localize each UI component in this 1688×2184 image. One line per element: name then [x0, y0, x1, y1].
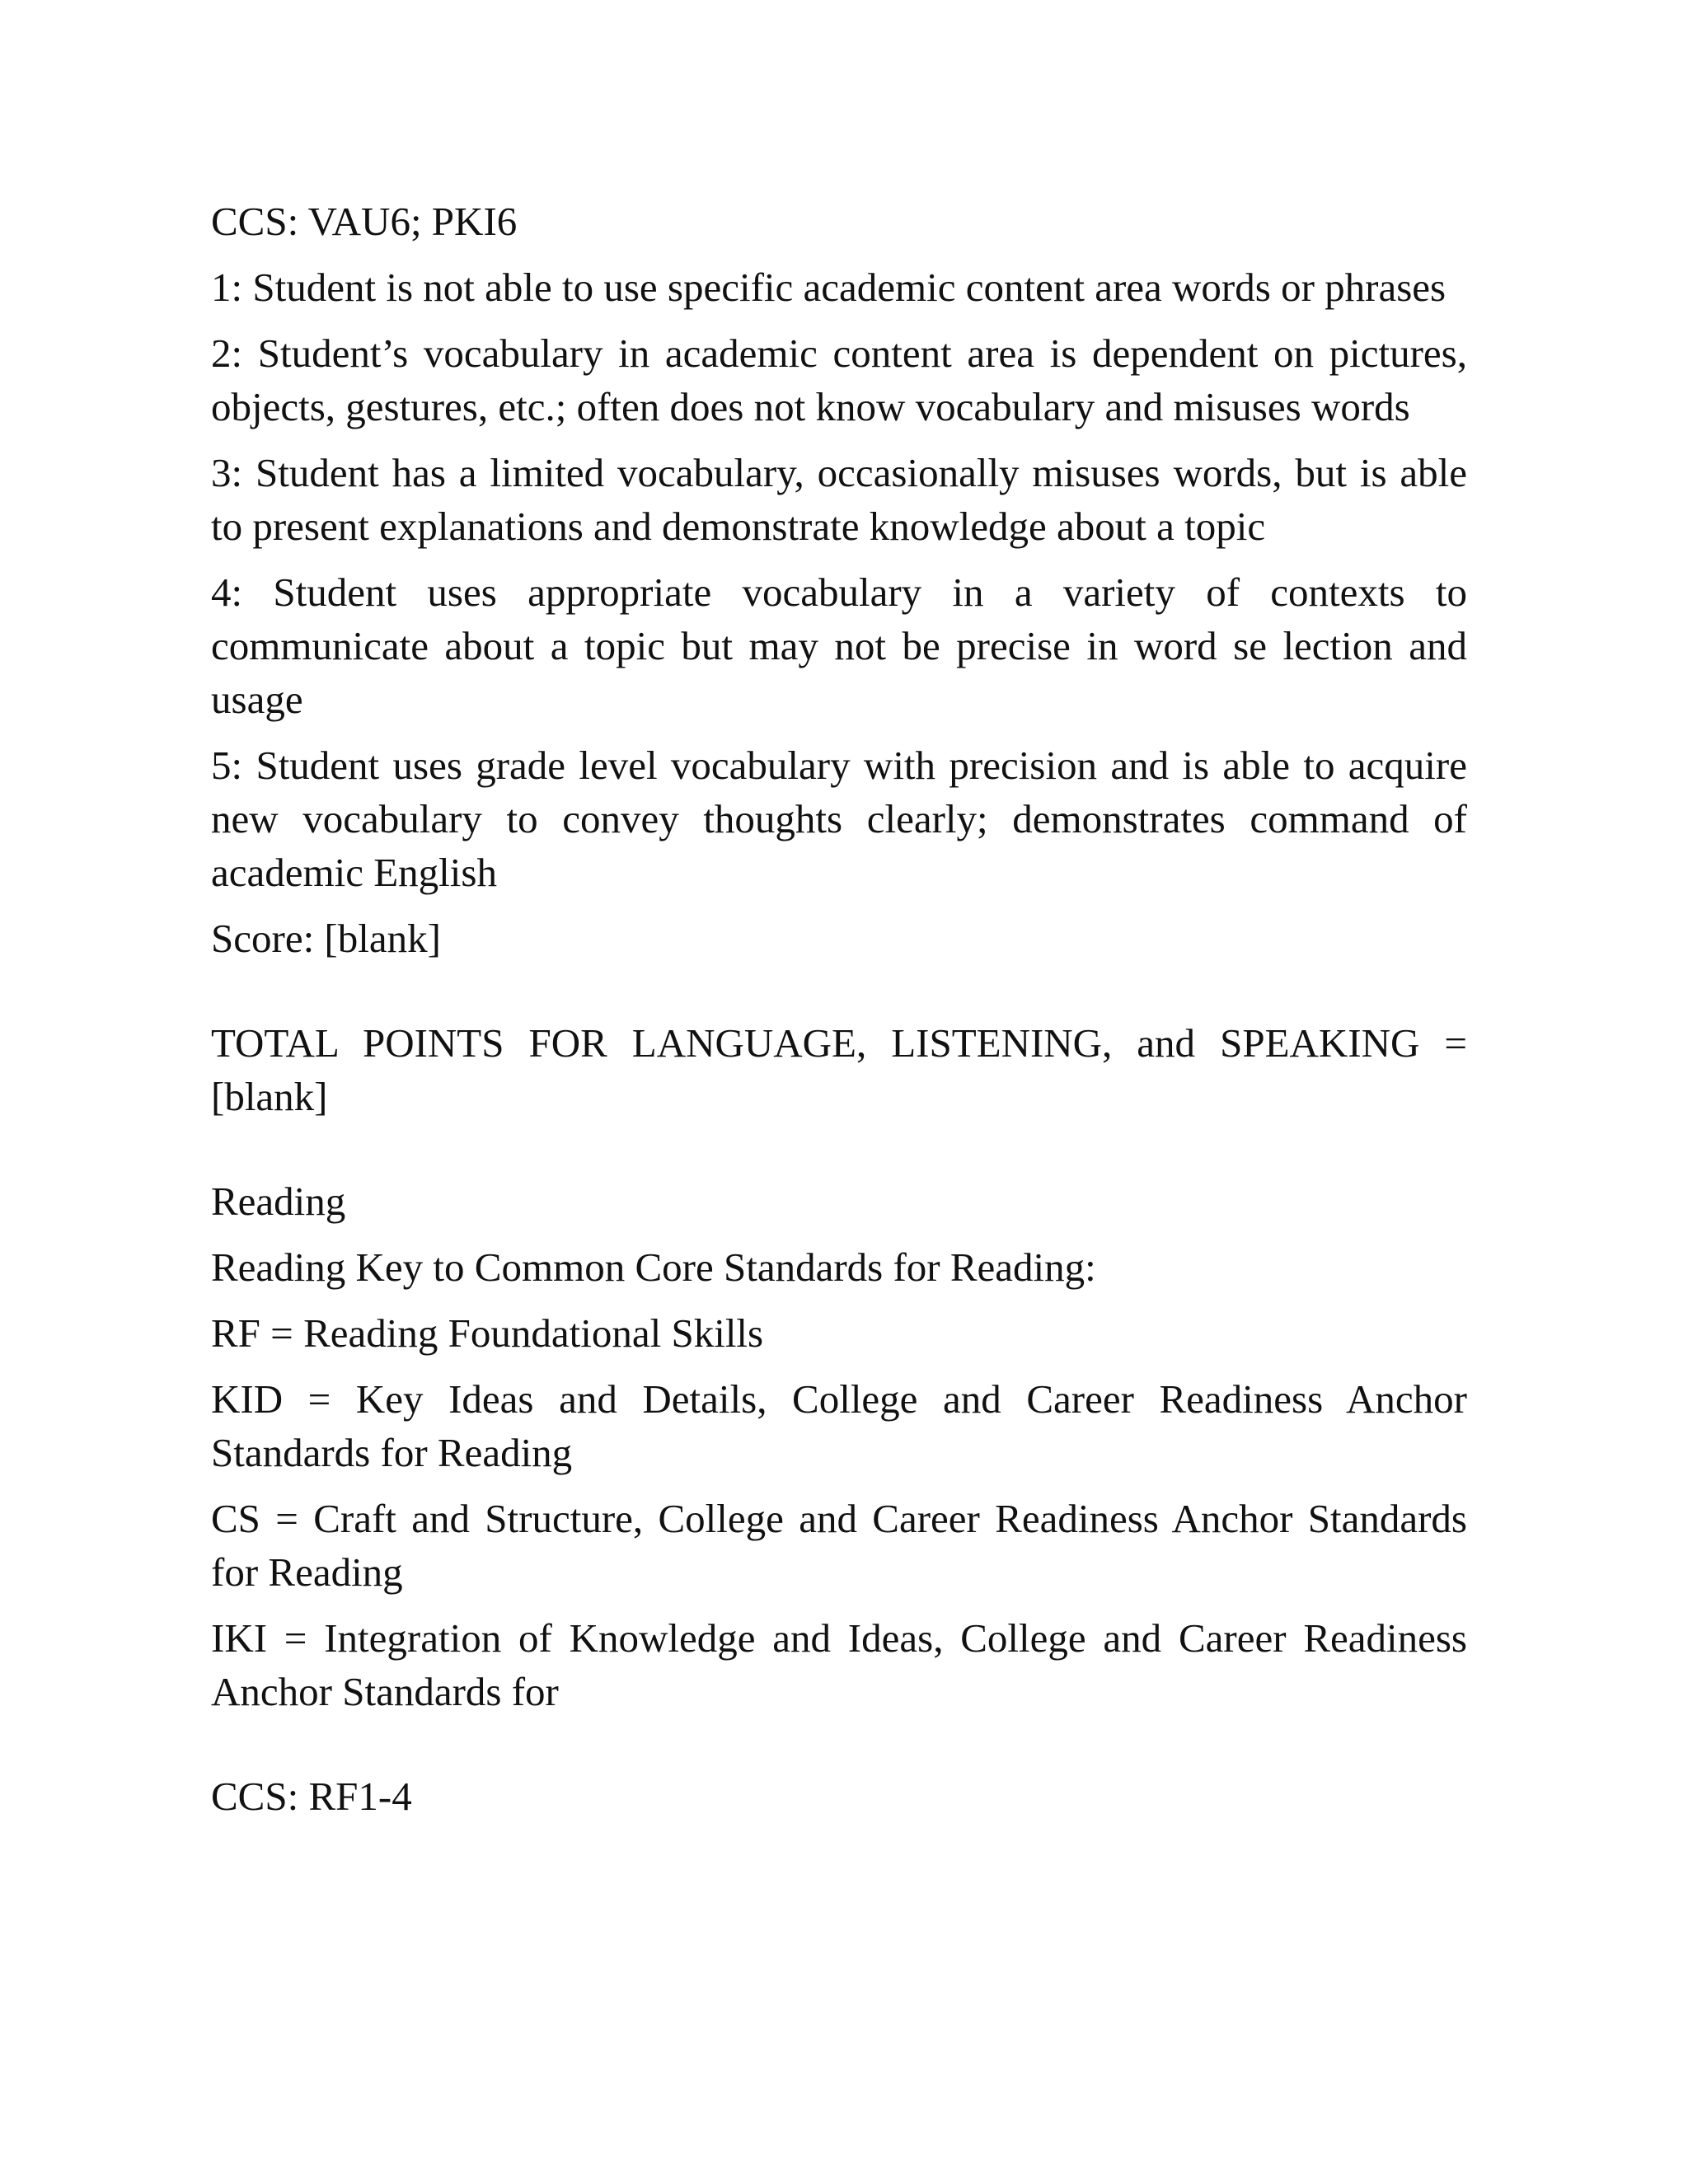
- reading-heading: Reading: [211, 1179, 346, 1224]
- rubric-level-5: 5: Student uses grade level vocabulary with precision and is able to acquire new vocabulary to convey thoughts clearly; demonstrates command of academic English: [211, 743, 1467, 895]
- reading-key-title: Reading Key to Common Core Standards for Reading:: [211, 1244, 1096, 1290]
- total-points-line: TOTAL POINTS FOR LANGUAGE, LISTENING, and SPEAKING = [blank]: [211, 1020, 1467, 1119]
- rubric-level-4: 4: Student uses appropriate vocabulary in a variety of contexts to communicate about a topic but may not be precise in word se lection and usage: [211, 569, 1467, 722]
- key-cs: CS = Craft and Structure, College and Career Readiness Anchor Standards for Reading: [211, 1496, 1467, 1595]
- score-line: Score: [blank]: [211, 916, 441, 961]
- key-rf: RF = Reading Foundational Skills: [211, 1310, 764, 1356]
- ccs-vocabulary-label: CCS: VAU6; PKI6: [211, 199, 518, 244]
- rubric-level-3: 3: Student has a limited vocabulary, occasionally misuses words, but is able to present explanations and demonstrate knowledge about a topic: [211, 450, 1467, 549]
- rubric-level-2: 2: Student’s vocabulary in academic content area is dependent on pictures, objects, gestures, etc.; often does not know vocabulary and misuses words: [211, 330, 1467, 429]
- key-kid: KID = Key Ideas and Details, College and Career Readiness Anchor Standards for Reading: [211, 1376, 1467, 1475]
- rubric-level-1: 1: Student is not able to use specific academic content area words or phrases: [211, 265, 1447, 310]
- key-iki: IKI = Integration of Knowledge and Ideas, College and Career Readiness Anchor Standards for: [211, 1615, 1467, 1714]
- document-page: [211, 194, 1467, 1835]
- ccs-reading-label: CCS: RF1-4: [211, 1774, 412, 1819]
